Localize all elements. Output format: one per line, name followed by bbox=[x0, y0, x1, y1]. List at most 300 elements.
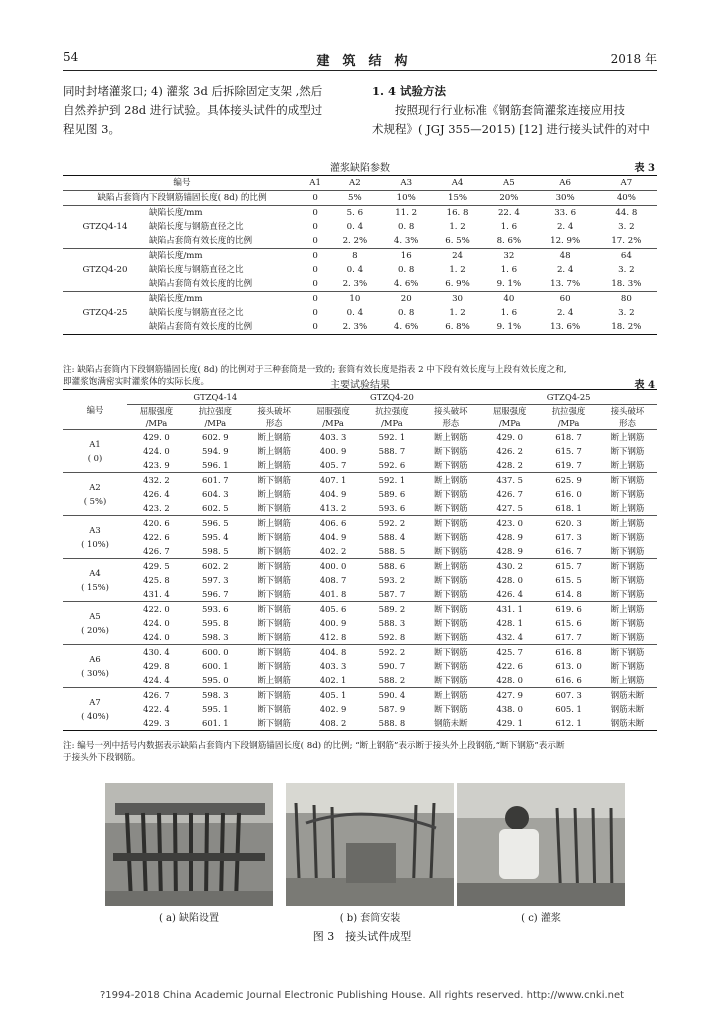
table-cell: 2. 4 bbox=[556, 265, 574, 275]
table-cell: 断上钢筋 bbox=[598, 501, 657, 516]
table-cell: 429. 1 bbox=[480, 716, 539, 731]
table-cell: 2. 4 bbox=[556, 222, 574, 232]
table-cell: 423. 9 bbox=[127, 458, 186, 473]
table-cell: 抗拉强度 bbox=[198, 406, 233, 416]
table-cell: 413. 2 bbox=[304, 501, 363, 516]
table-row bbox=[63, 688, 657, 703]
specimen-id: A3 bbox=[89, 525, 101, 535]
table-cell: 408. 2 bbox=[304, 716, 363, 731]
table-cell: 断下钢筋 bbox=[421, 501, 480, 516]
specimen-id: A2 bbox=[89, 482, 101, 492]
table-cell: 412. 8 bbox=[304, 630, 363, 645]
copyright-footer: ?1994-2018 China Academic Journal Electronic Publishing House. All rights reserved. http://www.cnki.net bbox=[99, 990, 625, 1001]
table-cell: 断上钢筋 bbox=[434, 475, 468, 485]
table-cell: 0. 4 bbox=[346, 265, 364, 275]
table-cell: 16 bbox=[400, 251, 412, 261]
table-row bbox=[63, 645, 657, 660]
table-cell bbox=[63, 516, 127, 559]
table-row bbox=[63, 516, 657, 531]
table-cell: 60 bbox=[559, 294, 571, 304]
table-cell: 593. 6 bbox=[201, 604, 229, 614]
table-cell: 断下钢筋 bbox=[257, 647, 291, 657]
table-cell: 32 bbox=[503, 251, 515, 261]
table-cell: 缺陷长度/mm bbox=[149, 251, 203, 261]
table-cell: 5. 6 bbox=[346, 208, 364, 218]
table-cell: 断上钢筋 bbox=[610, 518, 645, 528]
table-cell: 592. 6 bbox=[363, 458, 422, 473]
table-cell: 0 bbox=[312, 308, 318, 318]
table-cell: 断下钢筋 bbox=[257, 475, 291, 485]
table-cell: 403. 3 bbox=[319, 661, 347, 671]
table-cell: 断下钢筋 bbox=[245, 716, 304, 731]
table-cell: 431. 4 bbox=[127, 587, 186, 602]
table-cell: 618. 1 bbox=[539, 501, 598, 516]
table-row bbox=[63, 249, 657, 264]
table-cell: 断下钢筋 bbox=[257, 704, 291, 714]
table-cell: 断下钢筋 bbox=[598, 587, 657, 602]
table4 bbox=[63, 389, 657, 731]
table-cell: 422. 4 bbox=[143, 704, 170, 714]
table-cell: 断下钢筋 bbox=[610, 647, 645, 657]
table-row bbox=[63, 559, 657, 574]
table-row bbox=[63, 292, 657, 307]
table-cell: 424. 4 bbox=[127, 673, 186, 688]
table-row bbox=[63, 234, 657, 249]
table-cell: 断下钢筋 bbox=[610, 618, 645, 628]
table-cell: 592. 8 bbox=[363, 630, 422, 645]
table-cell: 11. 2 bbox=[395, 208, 418, 218]
table-cell: 0 bbox=[312, 265, 318, 275]
table-cell: 断下钢筋 bbox=[245, 501, 304, 516]
table-cell: 404. 8 bbox=[319, 647, 347, 657]
table-cell: 431. 1 bbox=[496, 604, 523, 614]
table-cell: 407. 1 bbox=[319, 475, 347, 485]
table-cell: 616. 8 bbox=[555, 647, 582, 657]
table-cell: 594. 9 bbox=[201, 446, 229, 456]
table-row bbox=[63, 277, 657, 292]
table-cell: 断上钢筋 bbox=[245, 673, 304, 688]
table-cell: 404. 9 bbox=[319, 532, 347, 542]
table-cell: 抗拉强度 bbox=[375, 406, 409, 416]
table-cell: 抗拉强度 bbox=[551, 406, 586, 416]
table-cell: 断下钢筋 bbox=[245, 587, 304, 602]
table-cell: 619. 6 bbox=[555, 604, 582, 614]
table-cell: 10 bbox=[349, 294, 361, 304]
table-cell: 424. 0 bbox=[127, 630, 186, 645]
table3 bbox=[63, 175, 657, 335]
table-cell: 断上钢筋 bbox=[257, 489, 291, 499]
table-cell: GTZQ4-20 bbox=[304, 390, 481, 405]
table-cell: 6. 9% bbox=[432, 277, 483, 292]
table-cell: /MPa bbox=[186, 417, 245, 430]
table-cell: 426. 7 bbox=[496, 489, 523, 499]
table-cell: 钢筋未断 bbox=[421, 716, 480, 731]
table-cell: 断下钢筋 bbox=[257, 690, 291, 700]
table-cell: 597. 3 bbox=[201, 575, 229, 585]
table-cell: 405. 7 bbox=[304, 458, 363, 473]
table-cell: 接头破坏 bbox=[257, 406, 291, 416]
table-cell: 616. 0 bbox=[555, 489, 582, 499]
table-row bbox=[63, 530, 657, 544]
table-cell: 屈服强度 bbox=[316, 406, 350, 416]
table-cell: 614. 8 bbox=[539, 587, 598, 602]
table-cell: 1. 2 bbox=[449, 265, 466, 275]
table-cell: 44. 8 bbox=[615, 208, 638, 218]
table-cell: 598. 5 bbox=[186, 544, 245, 559]
table-cell: 断下钢筋 bbox=[610, 489, 645, 499]
year: 2018 年 bbox=[610, 52, 657, 66]
table-cell: 断下钢筋 bbox=[598, 544, 657, 559]
defect-ratio: ( 0) bbox=[87, 453, 103, 463]
table-cell: 断上钢筋 bbox=[598, 673, 657, 688]
caption-b: ( b) 套筒安装 bbox=[339, 913, 401, 924]
table-cell bbox=[63, 602, 127, 645]
table-cell: 缺陷占套筒内下段钢筋锚固长度( 8d) 的比例 bbox=[63, 191, 301, 206]
table-cell: GTZQ4-25 bbox=[63, 292, 147, 335]
table-cell: 2. 4 bbox=[556, 308, 574, 318]
table-cell: 617. 3 bbox=[555, 532, 582, 542]
table-header-row bbox=[63, 176, 657, 191]
table-cell bbox=[63, 559, 127, 602]
table-cell: 425. 8 bbox=[143, 575, 170, 585]
table-cell: 3. 2 bbox=[618, 265, 635, 275]
table-row bbox=[63, 487, 657, 501]
defect-ratio: ( 5%) bbox=[83, 496, 107, 506]
table-cell: 2. 3% bbox=[329, 320, 380, 335]
table-cell: 缺陷占套筒有效长度的比例 bbox=[147, 277, 301, 292]
table-cell: 595. 4 bbox=[201, 532, 229, 542]
left-column: 同时封堵灌浆口; 4) 灌浆 3d 后拆除固定支架 ,然后 自然养护到 28d 进行试验。具体接头试件的成型过 程见图 3。 bbox=[63, 84, 323, 136]
table-cell: 1. 6 bbox=[500, 265, 518, 275]
figure-title: 图 3 接头试件成型 bbox=[312, 930, 412, 943]
table-cell: 403. 3 bbox=[319, 432, 347, 442]
table-cell: 断下钢筋 bbox=[598, 630, 657, 645]
table-cell: 592. 1 bbox=[378, 432, 406, 442]
table-cell: 17. 2% bbox=[596, 234, 657, 249]
table-row bbox=[63, 444, 657, 458]
table-cell: 426. 4 bbox=[480, 587, 539, 602]
table-cell: 429. 0 bbox=[143, 432, 170, 442]
table-cell: 形态 bbox=[245, 417, 304, 430]
caption-c: ( c) 灌浆 bbox=[521, 913, 561, 924]
table-cell: 590. 4 bbox=[378, 690, 406, 700]
table-cell: 588. 4 bbox=[378, 532, 406, 542]
table-cell: 断下钢筋 bbox=[610, 661, 645, 671]
table-row bbox=[63, 473, 657, 488]
table-cell: 402. 1 bbox=[304, 673, 363, 688]
table-cell: 缺陷长度与钢筋直径之比 bbox=[149, 222, 244, 232]
table-cell: 616. 6 bbox=[539, 673, 598, 688]
header-rule bbox=[63, 70, 657, 71]
table-cell: 3. 2 bbox=[618, 222, 635, 232]
table-cell: 602. 5 bbox=[186, 501, 245, 516]
table-cell: 断下钢筋 bbox=[421, 544, 480, 559]
specimen-id: A6 bbox=[89, 654, 101, 664]
table-cell bbox=[63, 645, 127, 688]
table-cell: /MPa bbox=[127, 417, 186, 430]
table-cell: 424. 0 bbox=[143, 446, 170, 456]
table-cell: 8. 6% bbox=[483, 234, 534, 249]
table-cell: 426. 4 bbox=[143, 489, 170, 499]
table-cell: 缺陷占套筒有效长度的比例 bbox=[147, 320, 301, 335]
table-row bbox=[63, 430, 657, 445]
table-cell: 断下钢筋 bbox=[257, 661, 291, 671]
table-cell: 6. 5% bbox=[432, 234, 483, 249]
journal-name: 建 筑 结 构 bbox=[316, 54, 408, 69]
table-cell: 405. 1 bbox=[319, 690, 347, 700]
table-cell: 断下钢筋 bbox=[434, 647, 468, 657]
table-cell: 588. 6 bbox=[378, 561, 406, 571]
table-cell: 接头破坏 bbox=[610, 406, 645, 416]
table-cell: 断下钢筋 bbox=[434, 704, 468, 714]
table-cell: 断下钢筋 bbox=[434, 618, 468, 628]
table-cell: 1. 2 bbox=[449, 222, 466, 232]
table-cell: 断下钢筋 bbox=[610, 475, 645, 485]
table-cell: 钢筋未断 bbox=[610, 704, 645, 714]
table-cell: 0 bbox=[301, 234, 329, 249]
table-cell: 断下钢筋 bbox=[421, 458, 480, 473]
table-cell: 断下钢筋 bbox=[434, 518, 468, 528]
table-cell: 10% bbox=[381, 191, 432, 206]
table-cell: 428. 0 bbox=[496, 575, 523, 585]
table-cell: 430. 4 bbox=[143, 647, 170, 657]
table-cell: 424. 0 bbox=[143, 618, 170, 628]
table-cell: 617. 7 bbox=[539, 630, 598, 645]
table-cell: 438. 0 bbox=[496, 704, 523, 714]
table-cell: 601. 7 bbox=[201, 475, 229, 485]
table-cell: 595. 1 bbox=[201, 704, 229, 714]
table-cell: 426. 7 bbox=[143, 690, 170, 700]
table-cell: 2. 3% bbox=[329, 277, 380, 292]
table-cell: /MPa bbox=[363, 417, 422, 430]
table-cell: 3. 2 bbox=[618, 308, 635, 318]
table-cell: 428. 9 bbox=[496, 532, 523, 542]
table-row bbox=[63, 673, 657, 688]
defect-ratio: ( 10%) bbox=[81, 539, 109, 549]
caption-a: ( a) 缺陷设置 bbox=[158, 913, 220, 924]
table-cell: 缺陷长度/mm bbox=[149, 208, 203, 218]
table-cell: 16. 8 bbox=[446, 208, 469, 218]
table-cell: 0 bbox=[301, 277, 329, 292]
table-cell: 401. 8 bbox=[304, 587, 363, 602]
table-cell: 1. 6 bbox=[500, 308, 518, 318]
table-row bbox=[63, 587, 657, 602]
table-cell: 断下钢筋 bbox=[257, 575, 291, 585]
table-cell: 4. 6% bbox=[381, 320, 432, 335]
table-cell: 断上钢筋 bbox=[245, 458, 304, 473]
table-cell bbox=[63, 688, 127, 731]
table-cell: 406. 6 bbox=[319, 518, 347, 528]
table-cell: 596. 5 bbox=[201, 518, 229, 528]
table-cell: 断下钢筋 bbox=[610, 446, 645, 456]
table-cell: 断下钢筋 bbox=[257, 604, 291, 614]
table-cell: 断下钢筋 bbox=[434, 604, 468, 614]
table-cell: 613. 0 bbox=[555, 661, 582, 671]
table-cell: 598. 3 bbox=[201, 690, 229, 700]
table-cell: 427. 9 bbox=[496, 690, 523, 700]
table-header-row bbox=[63, 405, 657, 418]
table-cell: 593. 2 bbox=[378, 575, 406, 585]
table-cell: 断上钢筋 bbox=[257, 518, 291, 528]
table-cell: 0. 8 bbox=[398, 308, 415, 318]
specimen-id: A5 bbox=[89, 611, 101, 621]
table-cell: 615. 5 bbox=[555, 575, 582, 585]
table-cell: GTZQ4-20 bbox=[63, 249, 147, 292]
table-cell: 断上钢筋 bbox=[598, 458, 657, 473]
table-cell: 625. 9 bbox=[555, 475, 582, 485]
table-cell: 429. 3 bbox=[127, 716, 186, 731]
table-cell: 0. 8 bbox=[398, 265, 415, 275]
table-cell: 钢筋未断 bbox=[598, 716, 657, 731]
table-cell: 断上钢筋 bbox=[610, 604, 645, 614]
table-cell: 588. 8 bbox=[363, 716, 422, 731]
table-cell: 断下钢筋 bbox=[434, 575, 468, 585]
table-cell: 616. 7 bbox=[539, 544, 598, 559]
table-cell: 615. 7 bbox=[555, 561, 582, 571]
table-row bbox=[63, 716, 657, 731]
right-column: 1. 4 试验方法 按照现行行业标准《钢筋套筒灌浆连接应用技 术规程》( JGJ 355—2015) [12] 进行接头试件的对中 bbox=[372, 82, 662, 139]
table-cell: 589. 2 bbox=[378, 604, 406, 614]
table-cell: /MPa bbox=[304, 417, 363, 430]
table-cell: 600. 0 bbox=[201, 647, 229, 657]
table-cell: 6. 8% bbox=[432, 320, 483, 335]
table-cell: 612. 1 bbox=[539, 716, 598, 731]
table-cell: 596. 7 bbox=[186, 587, 245, 602]
specimen-id: A7 bbox=[89, 697, 101, 707]
table-cell: 4. 6% bbox=[381, 277, 432, 292]
table-cell: 接头破坏 bbox=[434, 406, 468, 416]
table-row bbox=[63, 544, 657, 559]
table-cell: 断下钢筋 bbox=[257, 561, 291, 571]
table-cell: 0 bbox=[312, 222, 318, 232]
table-cell: 400. 0 bbox=[319, 561, 347, 571]
table-cell: 断下钢筋 bbox=[421, 630, 480, 645]
table-cell: 428. 2 bbox=[480, 458, 539, 473]
table-cell: 400. 9 bbox=[319, 618, 347, 628]
table-cell: 9. 1% bbox=[483, 320, 534, 335]
table-cell: 屈服强度 bbox=[139, 406, 174, 416]
table-cell: 断上钢筋 bbox=[434, 432, 468, 442]
table-cell: 432. 2 bbox=[143, 475, 170, 485]
table-cell: 430. 2 bbox=[496, 561, 523, 571]
table-cell: 615. 7 bbox=[555, 446, 582, 456]
defect-ratio: ( 20%) bbox=[81, 625, 109, 635]
table-cell: 屈服强度 bbox=[492, 406, 527, 416]
table-row bbox=[63, 206, 657, 221]
table-cell: 30 bbox=[452, 294, 464, 304]
table-cell: 缺陷长度与钢筋直径之比 bbox=[149, 308, 244, 318]
table-cell: 缺陷长度/mm bbox=[149, 294, 203, 304]
table-cell: 595. 8 bbox=[201, 618, 229, 628]
table-cell: 13. 6% bbox=[535, 320, 596, 335]
table-cell: 33. 6 bbox=[554, 208, 577, 218]
table-cell: 断下钢筋 bbox=[610, 561, 645, 571]
table-cell: 断下钢筋 bbox=[434, 446, 468, 456]
table-cell: 9. 1% bbox=[483, 277, 534, 292]
table-cell: 形态 bbox=[598, 417, 657, 430]
table-cell: 4. 3% bbox=[381, 234, 432, 249]
table-cell: 40% bbox=[596, 191, 657, 206]
table-cell: 30% bbox=[535, 191, 596, 206]
table-row bbox=[63, 501, 657, 516]
table-cell: 429. 5 bbox=[143, 561, 170, 571]
table-cell: 8 bbox=[352, 251, 358, 261]
table-cell: 80 bbox=[620, 294, 632, 304]
table-cell: 断下钢筋 bbox=[434, 532, 468, 542]
table3-note: 注: 缺陷占套筒内下段钢筋锚固长度( 8d) 的比例对于三种套筒是一致的; 套筒有效长度是指表 2 中下段有效长度与上段有效长度之和, 即灌浆饱满密实时灌浆体的实际长度。 bbox=[63, 365, 567, 387]
table-cell: 408. 7 bbox=[319, 575, 347, 585]
table-cell: 断下钢筋 bbox=[245, 544, 304, 559]
table-row bbox=[63, 458, 657, 473]
table-cell: 断下钢筋 bbox=[421, 587, 480, 602]
table-cell: 12. 9% bbox=[535, 234, 596, 249]
table-cell: 422. 0 bbox=[143, 604, 170, 614]
table-cell: 断上钢筋 bbox=[257, 446, 291, 456]
table-cell: 断下钢筋 bbox=[610, 575, 645, 585]
table-row bbox=[63, 220, 657, 234]
defect-ratio: ( 30%) bbox=[81, 668, 109, 678]
table-cell: 18. 2% bbox=[596, 320, 657, 335]
table-cell: 589. 6 bbox=[378, 489, 406, 499]
table-cell: 429. 0 bbox=[496, 432, 523, 442]
table-cell: 596. 1 bbox=[186, 458, 245, 473]
table-cell: 588. 7 bbox=[378, 446, 406, 456]
specimen-id: A4 bbox=[89, 568, 101, 578]
table-cell: A3 bbox=[381, 176, 432, 191]
table-cell: 588. 3 bbox=[378, 618, 406, 628]
table-cell: 422. 6 bbox=[143, 532, 170, 542]
table-cell: 618. 7 bbox=[555, 432, 582, 442]
table-row bbox=[63, 320, 657, 335]
table-row bbox=[63, 630, 657, 645]
table-cell: A7 bbox=[596, 176, 657, 191]
table-cell: 0 bbox=[301, 191, 329, 206]
section-heading: 1. 4 试验方法 bbox=[372, 84, 447, 98]
table-row bbox=[63, 659, 657, 673]
table-cell: 423. 0 bbox=[496, 518, 523, 528]
table-cell: 592. 2 bbox=[378, 518, 406, 528]
table-cell: 620. 3 bbox=[555, 518, 582, 528]
table-cell: 601. 1 bbox=[186, 716, 245, 731]
table-row bbox=[63, 573, 657, 587]
specimen-id: A1 bbox=[89, 439, 101, 449]
table-cell: 编号 bbox=[63, 390, 127, 430]
photo-grouting bbox=[457, 783, 625, 906]
table-cell: 426. 2 bbox=[496, 446, 523, 456]
table-cell: 1. 6 bbox=[500, 222, 518, 232]
table-cell: 587. 9 bbox=[378, 704, 406, 714]
table-cell: 钢筋未断 bbox=[610, 690, 645, 700]
table-cell: 5% bbox=[329, 191, 380, 206]
table-cell: 426. 7 bbox=[127, 544, 186, 559]
table-cell: 422. 6 bbox=[496, 661, 523, 671]
table-cell: 402. 2 bbox=[304, 544, 363, 559]
table-row bbox=[63, 306, 657, 320]
table-cell: A2 bbox=[329, 176, 380, 191]
table-cell: 604. 3 bbox=[201, 489, 229, 499]
table-cell: 595. 0 bbox=[186, 673, 245, 688]
table-cell: 602. 2 bbox=[201, 561, 229, 571]
table-cell: /MPa bbox=[480, 417, 539, 430]
table-cell: 断下钢筋 bbox=[434, 661, 468, 671]
table-cell: 0. 4 bbox=[346, 222, 364, 232]
table-cell: 断下钢筋 bbox=[421, 673, 480, 688]
table-cell: 598. 3 bbox=[186, 630, 245, 645]
table-cell: 605. 1 bbox=[555, 704, 582, 714]
table-cell: 18. 3% bbox=[596, 277, 657, 292]
table-cell: 428. 0 bbox=[480, 673, 539, 688]
table-cell: 429. 8 bbox=[143, 661, 170, 671]
